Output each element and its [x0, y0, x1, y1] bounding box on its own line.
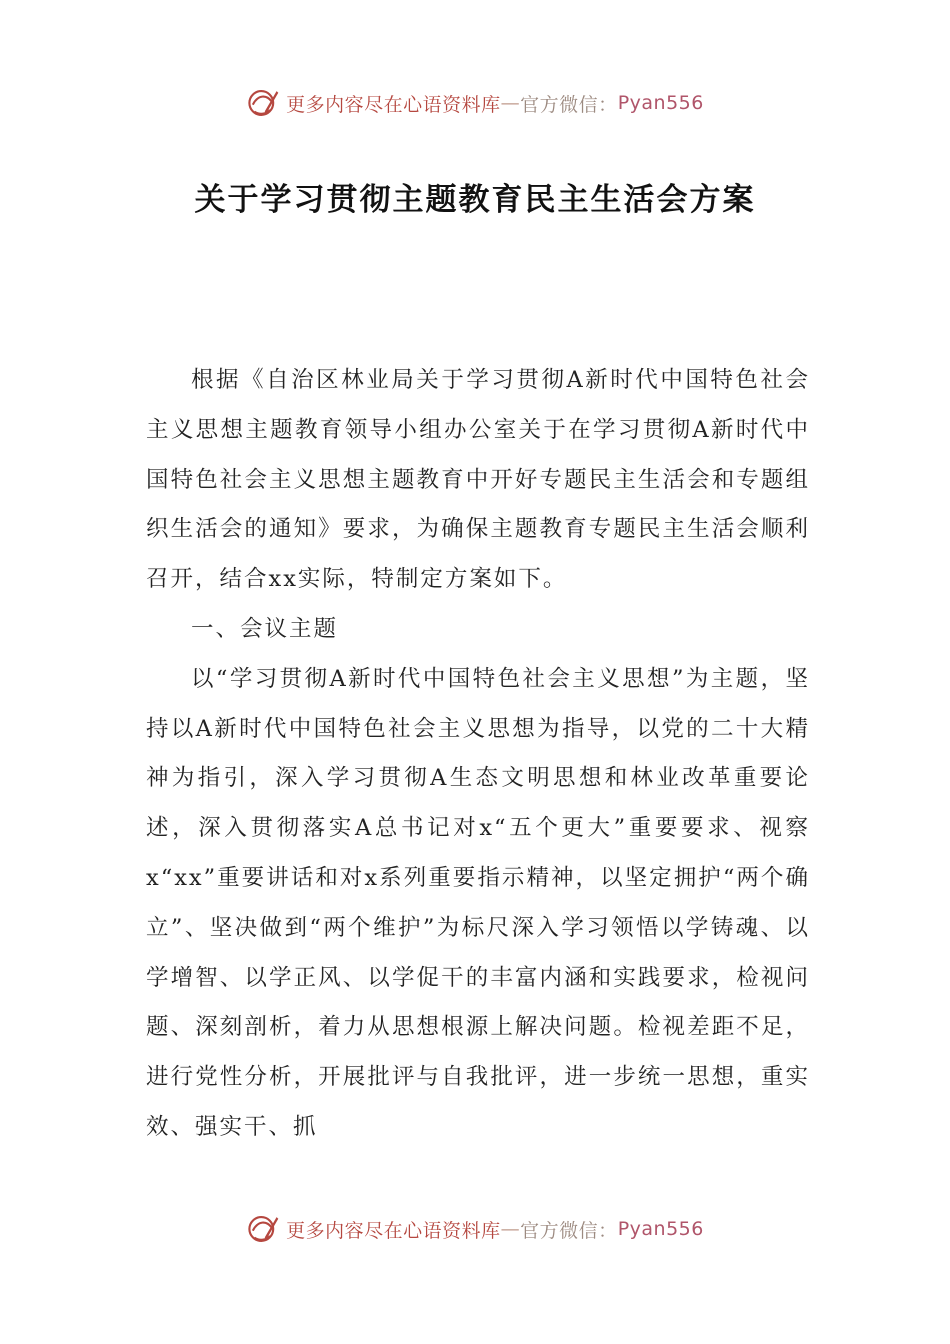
watermark-separator: — — [500, 92, 521, 114]
paragraph-theme: 以“学习贯彻A新时代中国特色社会主义思想”为主题，坚持以A新时代中国特色社会主义思想为指导，以党的二十大精神为指引，深入学习贯彻A生态文明思想和林业改革重要论述，深入贯彻落实A总书记对x“五个更大”重要要求、视察x“xx”重要讲话和对x系列重要指示精神，以坚定拥护“两个确立”、坚决做到“两个维护”为标尺深入学习领悟以学铸魂、以学增智、以学正风、以学促干的丰富内涵和实践要求，检视问题、深刻剖析，着力从思想根源上解决问题。检视差距不足，进行党性分析，开展批评与自我批评，进一步统一思想，重实效、强实干、抓 — [146, 665, 810, 1140]
watermark-text-main: 更多内容尽在心语资料库 — [286, 93, 501, 116]
document-title: 关于学习贯彻主题教育民主生活会方案 — [194, 182, 756, 218]
watermark-text-sub: 官方微信： — [520, 93, 618, 116]
section-heading-meeting-theme: 一、会议主题 — [191, 615, 339, 642]
watermark-text-sub: 官方微信： — [520, 1219, 618, 1242]
watermark-separator: — — [500, 1218, 521, 1240]
watermark-header — [0, 86, 950, 120]
pen-swirl-icon — [246, 1212, 280, 1246]
watermark-wechat-id: Pyan556 — [617, 1218, 704, 1240]
document-body — [146, 356, 810, 1153]
watermark-wechat-id: Pyan556 — [617, 92, 704, 114]
watermark-text-main: 更多内容尽在心语资料库 — [286, 1219, 501, 1242]
pen-swirl-icon — [246, 86, 280, 120]
paragraph-intro: 根据《自治区林业局关于学习贯彻A新时代中国特色社会主义思想主题教育领导小组办公室关于在学习贯彻A新时代中国特色社会主义思想主题教育中开好专题民主生活会和专题组织生活会的通知》要求，为确保主题教育专题民主生活会顺利召开，结合xx实际，特制定方案如下。 — [146, 367, 810, 593]
watermark-footer — [0, 1212, 950, 1246]
